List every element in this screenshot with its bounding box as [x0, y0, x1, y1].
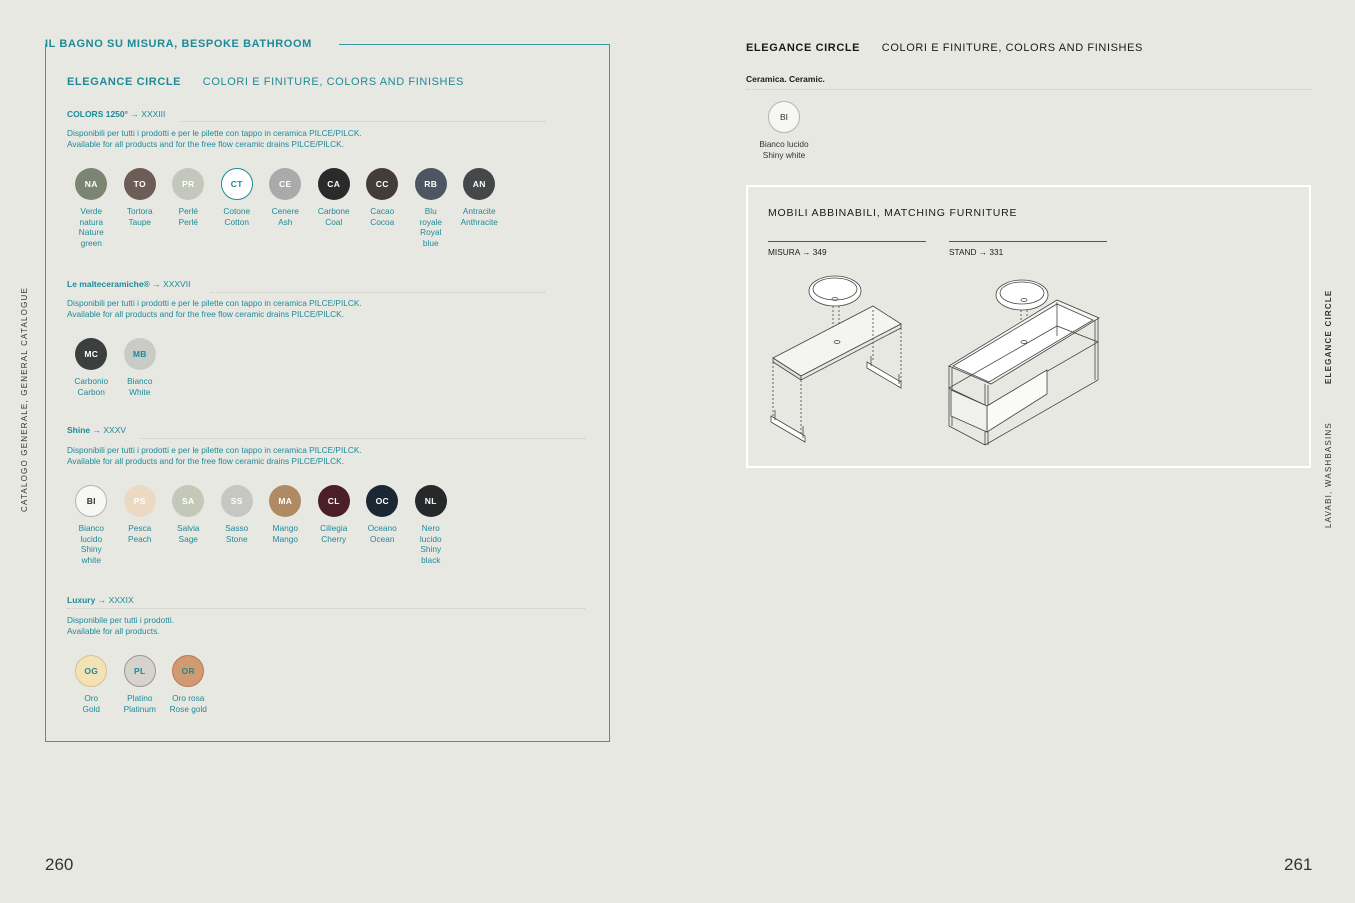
swatch-label: Perlé Perlé	[178, 206, 198, 227]
stand-furniture-drawing-icon	[945, 270, 1105, 450]
section-description	[67, 128, 362, 149]
side-running-label: CATALOGO GENERALE, GENERAL CATALOGUE	[20, 286, 29, 512]
swatch-label: Sasso Stone	[225, 523, 249, 544]
page-number-left: 260	[45, 855, 74, 874]
swatch-circle: SS	[221, 485, 253, 517]
swatch-circle: BI	[75, 485, 107, 517]
swatch-circle: TO	[124, 168, 156, 200]
box-header-title: ELEGANCE CIRCLE	[67, 76, 182, 88]
section-ref: → XXXIII	[130, 109, 166, 119]
section-title-shine	[67, 425, 126, 435]
swatch-row	[67, 655, 213, 714]
side-running-label: LAVABI, WASHBASINS	[1324, 422, 1333, 528]
color-swatch-na	[67, 168, 116, 248]
swatch-row	[67, 338, 164, 397]
section-ref: → XXXVII	[152, 279, 191, 289]
swatch-circle: MB	[124, 338, 156, 370]
swatch-label: Mango Mango	[272, 523, 298, 544]
color-swatch-og	[67, 655, 116, 714]
swatch-circle: PS	[124, 485, 156, 517]
swatch-circle: MC	[75, 338, 107, 370]
color-swatch-ca	[310, 168, 359, 248]
swatch-circle: NL	[415, 485, 447, 517]
swatch-label: Antracite Anthracite	[460, 206, 498, 227]
description-it: Disponibili per tutti i prodotti e per le pilette con tappo in ceramica PILCE/PILCK.	[67, 298, 362, 308]
color-swatch-mc	[67, 338, 116, 397]
swatch-circle: MA	[269, 485, 301, 517]
swatch-label: Oro rosa Rose gold	[169, 693, 207, 714]
color-swatch-ce	[261, 168, 310, 248]
swatch-label: Carbone Coal	[317, 206, 350, 227]
swatch-circle: PL	[124, 655, 156, 687]
section-title-malteceramiche	[67, 279, 190, 289]
color-swatch-cc	[358, 168, 407, 248]
description-it: Disponibile per tutti i prodotti.	[67, 615, 174, 625]
section-name: Luxury	[67, 595, 96, 605]
ceramic-swatch-code: BI	[779, 112, 789, 122]
side-running-text	[20, 286, 34, 512]
section-title-colors-1250	[67, 109, 165, 119]
swatch-label: Nero lucido Shiny black	[419, 523, 442, 565]
dotted-rule	[746, 89, 1311, 90]
description-it: Disponibili per tutti i prodotti e per le pilette con tappo in ceramica PILCE/PILCK.	[67, 445, 362, 455]
color-swatch-pr	[164, 168, 213, 248]
swatch-label: Bianco lucido Shiny white	[78, 523, 104, 565]
furniture-rule	[768, 241, 926, 242]
description-en: Available for all products.	[67, 625, 160, 636]
swatch-label: Ciliegia Cherry	[320, 523, 348, 544]
swatch-circle: OC	[366, 485, 398, 517]
swatch-circle: OR	[172, 655, 204, 687]
description-en: Available for all products and for the free flow ceramic drains PILCE/PILCK.	[67, 455, 345, 466]
color-swatch-rb	[407, 168, 456, 248]
swatch-label: Carbonio Carbon	[74, 376, 109, 397]
swatch-circle: CA	[318, 168, 350, 200]
color-swatch-pl	[116, 655, 165, 714]
swatch-label: Salvia Sage	[176, 523, 200, 544]
swatch-circle: OG	[75, 655, 107, 687]
swatch-label: Blu royale Royal blue	[419, 206, 443, 248]
swatch-label: Bianco White	[127, 376, 153, 397]
side-running-text-bottom	[1324, 422, 1338, 638]
section-name: Shine	[67, 425, 91, 435]
color-swatch-or	[164, 655, 213, 714]
swatch-circle: CT	[221, 168, 253, 200]
swatch-circle: CL	[318, 485, 350, 517]
color-swatch-ma	[261, 485, 310, 565]
swatch-circle: CE	[269, 168, 301, 200]
right-header-title: ELEGANCE CIRCLE	[746, 42, 861, 54]
dotted-rule	[140, 438, 585, 439]
swatch-circle: RB	[415, 168, 447, 200]
swatch-row	[67, 485, 455, 565]
swatch-label: Oro Gold	[82, 693, 101, 714]
side-running-label: ELEGANCE CIRCLE	[1324, 289, 1333, 384]
swatch-row	[67, 168, 504, 248]
ceramic-label: Ceramica. Ceramic.	[746, 74, 825, 84]
swatch-label: Tortora Taupe	[126, 206, 153, 227]
section-description	[67, 615, 174, 636]
swatch-label: Oceano Ocean	[367, 523, 397, 544]
swatch-label: Cenere Ash	[271, 206, 299, 227]
right-header-subtitle: COLORI E FINITURE, COLORS AND FINISHES	[881, 42, 1143, 54]
color-swatch-cl	[310, 485, 359, 565]
box-header-subtitle: COLORI E FINITURE, COLORS AND FINISHES	[202, 76, 464, 88]
section-title-luxury	[67, 595, 134, 605]
swatch-label: Pesca Peach	[127, 523, 152, 544]
color-swatch-ss	[213, 485, 262, 565]
color-swatch-oc	[358, 485, 407, 565]
description-en: Available for all products and for the free flow ceramic drains PILCE/PILCK.	[67, 138, 345, 149]
box-header	[67, 76, 464, 88]
color-swatch-mb	[116, 338, 165, 397]
swatch-label: Cacao Cocoa	[370, 206, 395, 227]
color-swatch-sa	[164, 485, 213, 565]
dotted-rule	[180, 121, 545, 122]
swatch-circle: SA	[172, 485, 204, 517]
section-ref: → XXXV	[92, 425, 127, 435]
section-ref: → XXXIX	[97, 595, 134, 605]
color-swatch-ct	[213, 168, 262, 248]
ceramic-swatch	[768, 101, 800, 133]
description-en: Available for all products and for the free flow ceramic drains PILCE/PILCK.	[67, 308, 345, 319]
description-it: Disponibili per tutti i prodotti e per le pilette con tappo in ceramica PILCE/PILCK.	[67, 128, 362, 138]
color-swatch-an	[455, 168, 504, 248]
color-swatch-nl	[407, 485, 456, 565]
section-description	[67, 445, 362, 466]
section-heading: IL BAGNO SU MISURA, BESPOKE BATHROOM	[45, 38, 312, 50]
dotted-rule	[67, 608, 585, 609]
swatch-label: Cotone Cotton	[223, 206, 251, 227]
matching-furniture-title: MOBILI ABBINABILI, MATCHING FURNITURE	[768, 207, 1018, 219]
furniture-rule	[949, 241, 1107, 242]
swatch-circle: NA	[75, 168, 107, 200]
section-name: Le malteceramiche®	[67, 279, 150, 289]
swatch-label: Platino Platinum	[123, 693, 156, 714]
right-page-header	[746, 42, 1143, 54]
ceramic-swatch-label: Bianco lucido Shiny white	[759, 139, 809, 160]
color-swatch-ps	[116, 485, 165, 565]
swatch-label: Verde natura Nature green	[78, 206, 104, 248]
section-name: COLORS 1250°	[67, 109, 129, 119]
misura-link[interactable]: MISURA → 349	[768, 247, 827, 257]
swatch-circle: AN	[463, 168, 495, 200]
section-description	[67, 298, 362, 319]
swatch-circle: PR	[172, 168, 204, 200]
color-swatch-bi	[67, 485, 116, 565]
stand-link[interactable]: STAND → 331	[949, 247, 1004, 257]
dotted-rule	[210, 292, 545, 293]
page-number-right: 261	[1284, 855, 1313, 874]
misura-furniture-drawing-icon	[765, 270, 915, 450]
color-swatch-to	[116, 168, 165, 248]
swatch-circle: CC	[366, 168, 398, 200]
